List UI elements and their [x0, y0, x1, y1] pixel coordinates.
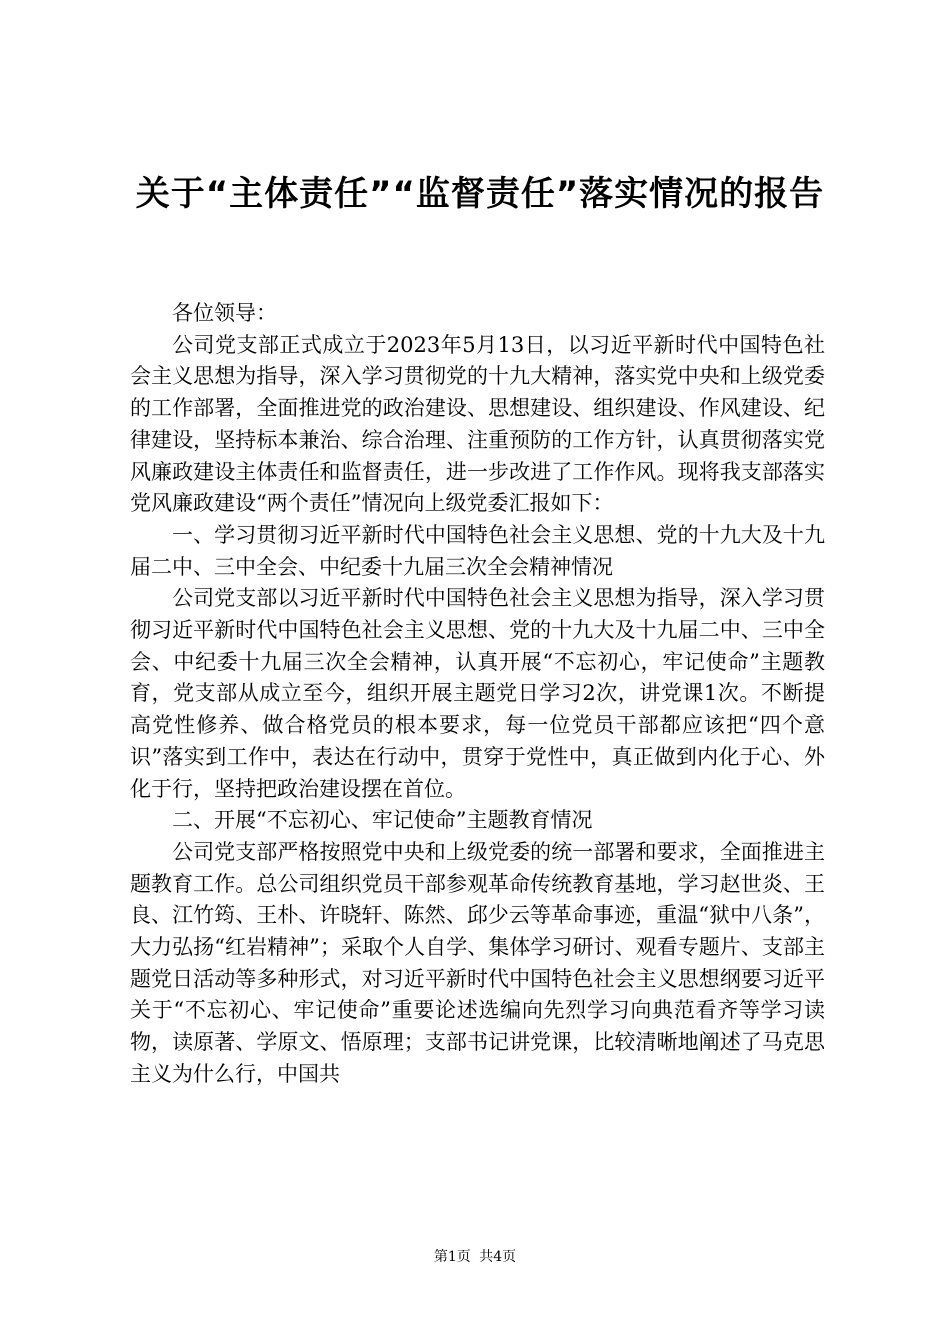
section-heading-1: 一、学习贯彻习近平新时代中国特色社会主义思想、党的十九大及十九届二中、三中全会、中纪委十九届三次全会精神情况 — [130, 522, 825, 579]
section-heading-2: 二、开展“不忘初心、牢记使命”主题教育情况 — [172, 808, 593, 833]
section-1-paragraph: 公司党支部以习近平新时代中国特色社会主义思想为指导，深入学习贯彻习近平新时代中国特色社会主义思想、党的十九大及十九届二中、三中全会、中纪委十九届三次全会精神，认真开展“不忘初心，牢记使命”主题教育，党支部从成立至今，组织开展主题党日学习2次，讲党课1次。不断提高党性修养、做合格党员的根本要求，每一位党员干部都应该把“四个意识”落实到工作中，表达在行动中，贯穿于党性中，真正做到内化于心、外化于行，坚持把政治建设摆在首位。 — [130, 586, 825, 801]
page-total: 共4页 — [479, 1249, 517, 1265]
page-number: 第1页 — [433, 1249, 471, 1265]
section-2-paragraph: 公司党支部严格按照党中央和上级党委的统一部署和要求，全面推进主题教育工作。总公司组织党员干部参观革命传统教育基地，学习赵世炎、王良、江竹筠、王朴、许晓轩、陈然、邱少云等革命事迹，重温“狱中八条”，大力弘扬“红岩精神”；采取个人自学、集体学习研讨、观看专题片、支部主题党日活动等多种形式，对习近平新时代中国特色社会主义思想纲要习近平关于“不忘初心、牢记使命”重要论述选编向先烈学习向典范看齐等学习读物，读原著、学原文、悟原理；支部书记讲党课，比较清晰地阐述了马克思主义为什么行，中国共 — [130, 839, 825, 1086]
page-footer — [0, 1246, 950, 1266]
document-title: 关于“主体责任”“监督责任”落实情况的报告 — [135, 174, 825, 214]
intro-paragraph: 公司党支部正式成立于2023年5月13日，以习近平新时代中国特色社会主义思想为指导，深入学习贯彻党的十九大精神，落实党中央和上级党委的工作部署，全面推进党的政治建设、思想建设、组织建设、作风建设、纪律建设，坚持标本兼治、综合治理、注重预防的工作方针，认真贯彻落实党风廉政建设主体责任和监督责任，进一步改进了工作作风。现将我支部落实党风廉政建设“两个责任”情况向上级党委汇报如下： — [130, 332, 825, 516]
salutation: 各位领导： — [172, 301, 277, 325]
document-body — [130, 298, 825, 1091]
